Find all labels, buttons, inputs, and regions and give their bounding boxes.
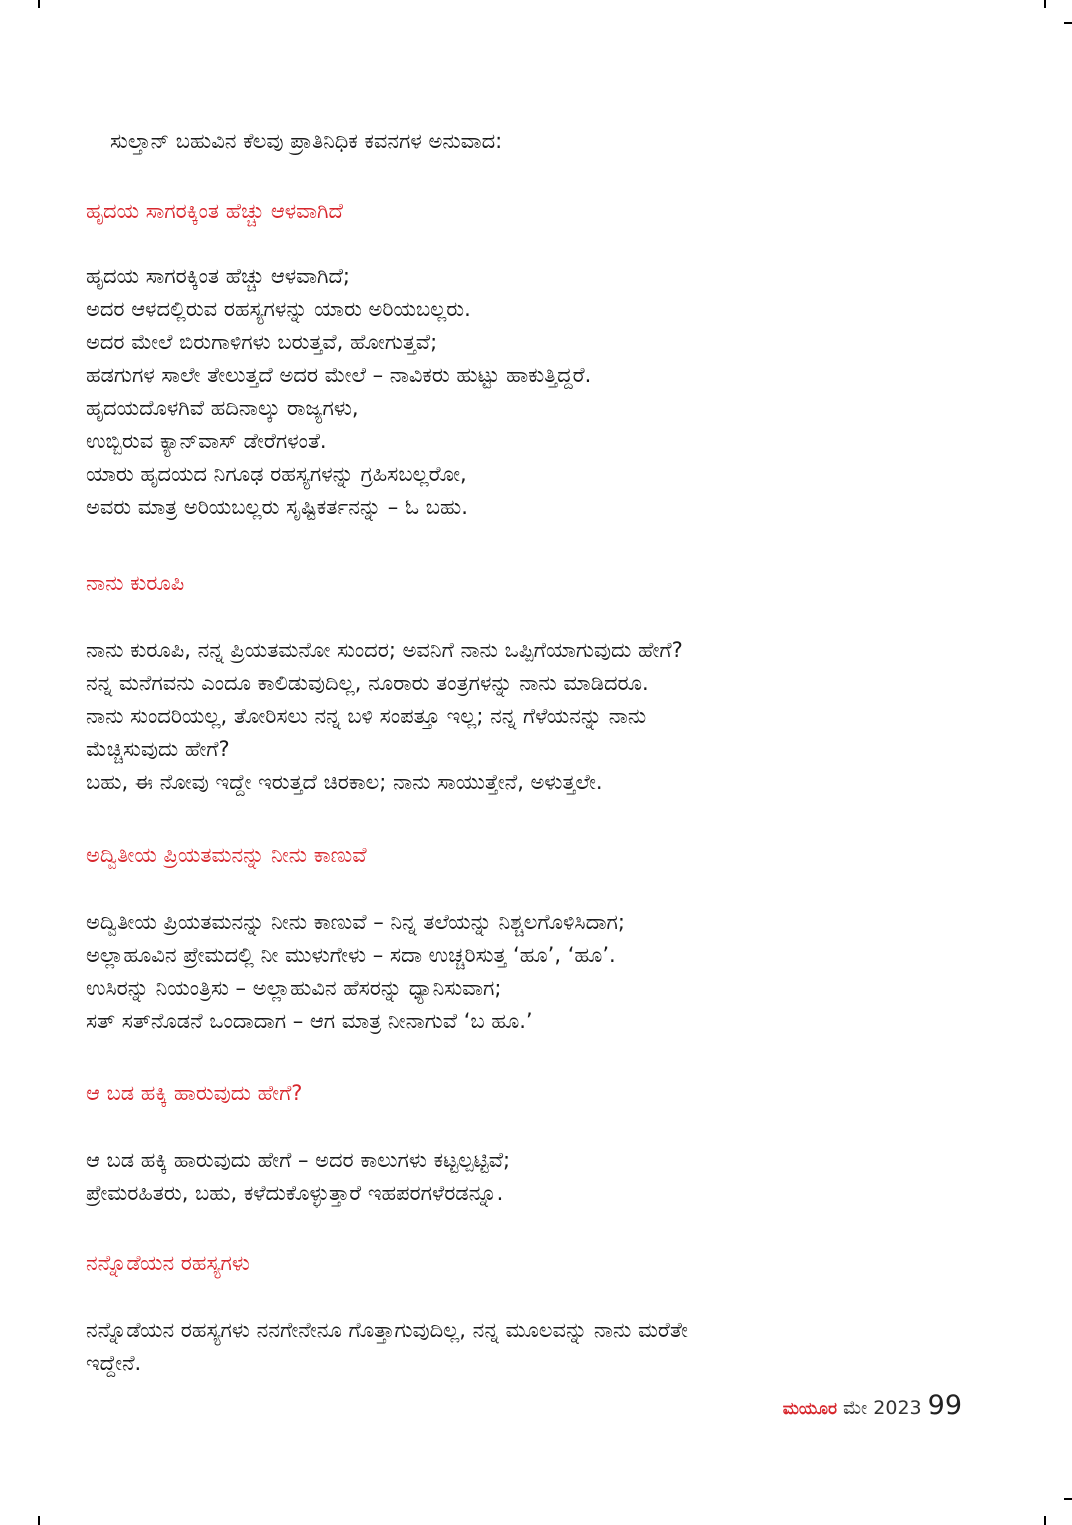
- poem-line: ಅದರ ಆಳದಲ್ಲಿರುವ ರಹಸ್ಯಗಳನ್ನು ಯಾರು ಅರಿಯಬಲ್ಲರು.: [86, 297, 471, 321]
- poem-body-unique-beloved: [86, 906, 966, 1038]
- poem-line: ನನ್ನೊಡೆಯನ ರಹಸ್ಯಗಳು ನನಗೇನೇನೂ ಗೊತ್ತಾಗುವುದಿಲ್ಲ, ನನ್ನ ಮೂಲವನ್ನು ನಾನು ಮರೆತೇ: [86, 1318, 688, 1342]
- magazine-brand: ಮಯೂರ: [782, 1399, 837, 1419]
- page-footer: [783, 1390, 962, 1421]
- poem-line: ಇದ್ದೇನೆ.: [86, 1351, 142, 1375]
- poem-line: ಸತ್ ಸತ್‌ನೊಡನೆ ಒಂದಾದಾಗ – ಆಗ ಮಾತ್ರ ನೀನಾಗುವೆ ‘ಬ ಹೂ.’: [86, 1009, 533, 1033]
- poem-body-masters-secrets: [86, 1314, 966, 1380]
- crop-mark-right-lower: [1064, 1498, 1072, 1500]
- poem-title-masters-secrets: ನನ್ನೊಡೆಯನ ರಹಸ್ಯಗಳು: [86, 1251, 250, 1275]
- poem-line: ಮೆಚ್ಚಿಸುವುದು ಹೇಗೆ?: [86, 737, 230, 761]
- poem-line: ಅವರು ಮಾತ್ರ ಅರಿಯಬಲ್ಲರು ಸೃಷ್ಟಿಕರ್ತನನ್ನು – ಓ ಬಹು.: [86, 495, 468, 519]
- poem-title-i-am-ugly: ನಾನು ಕುರೂಪಿ: [86, 571, 185, 595]
- poem-line: ಪ್ರೇಮರಹಿತರು, ಬಹು, ಕಳೆದುಕೊಳ್ಳುತ್ತಾರೆ ಇಹಪರಗಳೆರಡನ್ನೂ.: [86, 1181, 504, 1205]
- poem-line: ಅಲ್ಲಾಹೂವಿನ ಪ್ರೇಮದಲ್ಲಿ ನೀ ಮುಳುಗೇಳು – ಸದಾ ಉಚ್ಚರಿಸುತ್ತ ‘ಹೂ’, ‘ಹೂ’.: [86, 943, 616, 967]
- poem-body-i-am-ugly: [86, 634, 966, 799]
- poem-title-unique-beloved: ಅದ್ವಿತೀಯ ಪ್ರಿಯತಮನನ್ನು ನೀನು ಕಾಣುವೆ: [86, 843, 367, 867]
- poem-line: ನಾನು ಕುರೂಪಿ, ನನ್ನ ಪ್ರಿಯತಮನೋ ಸುಂದರ; ಅವನಿಗೆ ನಾನು ಒಪ್ಪಿಗೆಯಾಗುವುದು ಹೇಗೆ?: [86, 638, 683, 662]
- crop-mark-top-left: [38, 0, 40, 8]
- poem-line: ಅದ್ವಿತೀಯ ಪ್ರಿಯತಮನನ್ನು ನೀನು ಕಾಣುವೆ – ನಿನ್ನ ತಲೆಯನ್ನು ನಿಶ್ಚಲಗೊಳಿಸಿದಾಗ;: [86, 910, 625, 934]
- poem-line: ಯಾರು ಹೃದಯದ ನಿಗೂಢ ರಹಸ್ಯಗಳನ್ನು ಗ್ರಹಿಸಬಲ್ಲರೋ,: [86, 462, 467, 486]
- poem-line: ಹೃದಯ ಸಾಗರಕ್ಕಿಂತ ಹೆಚ್ಚು ಆಳವಾಗಿದೆ;: [86, 264, 351, 288]
- crop-mark-right-upper: [1064, 22, 1072, 24]
- poem-line: ಉಬ್ಬಿರುವ ಕ್ಯಾನ್‌ವಾಸ್ ಡೇರೆಗಳಂತೆ.: [86, 429, 327, 453]
- poem-line: ಆ ಬಡ ಹಕ್ಕಿ ಹಾರುವುದು ಹೇಗೆ – ಅದರ ಕಾಲುಗಳು ಕಟ್ಟಲ್ಪಟ್ಟಿವೆ;: [86, 1148, 511, 1172]
- poem-line: ಹೃದಯದೊಳಗಿವೆ ಹದಿನಾಲ್ಕು ರಾಜ್ಯಗಳು,: [86, 396, 359, 420]
- poem-title-heart-ocean: ಹೃದಯ ಸಾಗರಕ್ಕಿಂತ ಹೆಚ್ಚು ಆಳವಾಗಿದೆ: [86, 199, 343, 223]
- poem-line: ಅದರ ಮೇಲೆ ಬಿರುಗಾಳಿಗಳು ಬರುತ್ತವೆ, ಹೋಗುತ್ತವೆ;: [86, 330, 438, 354]
- poem-line: ಉಸಿರನ್ನು ನಿಯಂತ್ರಿಸು – ಅಲ್ಲಾಹುವಿನ ಹೆಸರನ್ನು ಧ್ಯಾನಿಸುವಾಗ;: [86, 976, 502, 1000]
- intro-text: ಸುಲ್ತಾನ್ ಬಹುವಿನ ಕೆಲವು ಪ್ರಾತಿನಿಧಿಕ ಕವನಗಳ ಅನುವಾದ:: [110, 129, 503, 153]
- poem-line: ಬಹು, ಈ ನೋವು ಇದ್ದೇ ಇರುತ್ತದೆ ಚಿರಕಾಲ; ನಾನು ಸಾಯುತ್ತೇನೆ, ಅಳುತ್ತಲೇ.: [86, 770, 603, 794]
- crop-mark-top-right: [1044, 0, 1046, 8]
- poem-body-poor-bird: [86, 1144, 966, 1210]
- crop-mark-bottom-right: [1044, 1516, 1046, 1525]
- crop-mark-bottom-left: [38, 1516, 40, 1525]
- poem-line: ಹಡಗುಗಳ ಸಾಲೇ ತೇಲುತ್ತದೆ ಅದರ ಮೇಲೆ – ನಾವಿಕರು ಹುಟ್ಟು ಹಾಕುತ್ತಿದ್ದರೆ.: [86, 363, 592, 387]
- page-number: 99: [927, 1390, 962, 1421]
- poem-title-poor-bird: ಆ ಬಡ ಹಕ್ಕಿ ಹಾರುವುದು ಹೇಗೆ?: [86, 1081, 303, 1105]
- poem-line: ನನ್ನ ಮನೆಗವನು ಎಂದೂ ಕಾಲಿಡುವುದಿಲ್ಲ, ನೂರಾರು ತಂತ್ರಗಳನ್ನು ನಾನು ಮಾಡಿದರೂ.: [86, 671, 649, 695]
- issue-date: ಮೇ 2023: [842, 1397, 922, 1419]
- poem-line: ನಾನು ಸುಂದರಿಯಲ್ಲ, ತೋರಿಸಲು ನನ್ನ ಬಳಿ ಸಂಪತ್ತೂ ಇಲ್ಲ; ನನ್ನ ಗೆಳೆಯನನ್ನು ನಾನು: [86, 704, 647, 728]
- poem-body-heart-ocean: [86, 260, 966, 524]
